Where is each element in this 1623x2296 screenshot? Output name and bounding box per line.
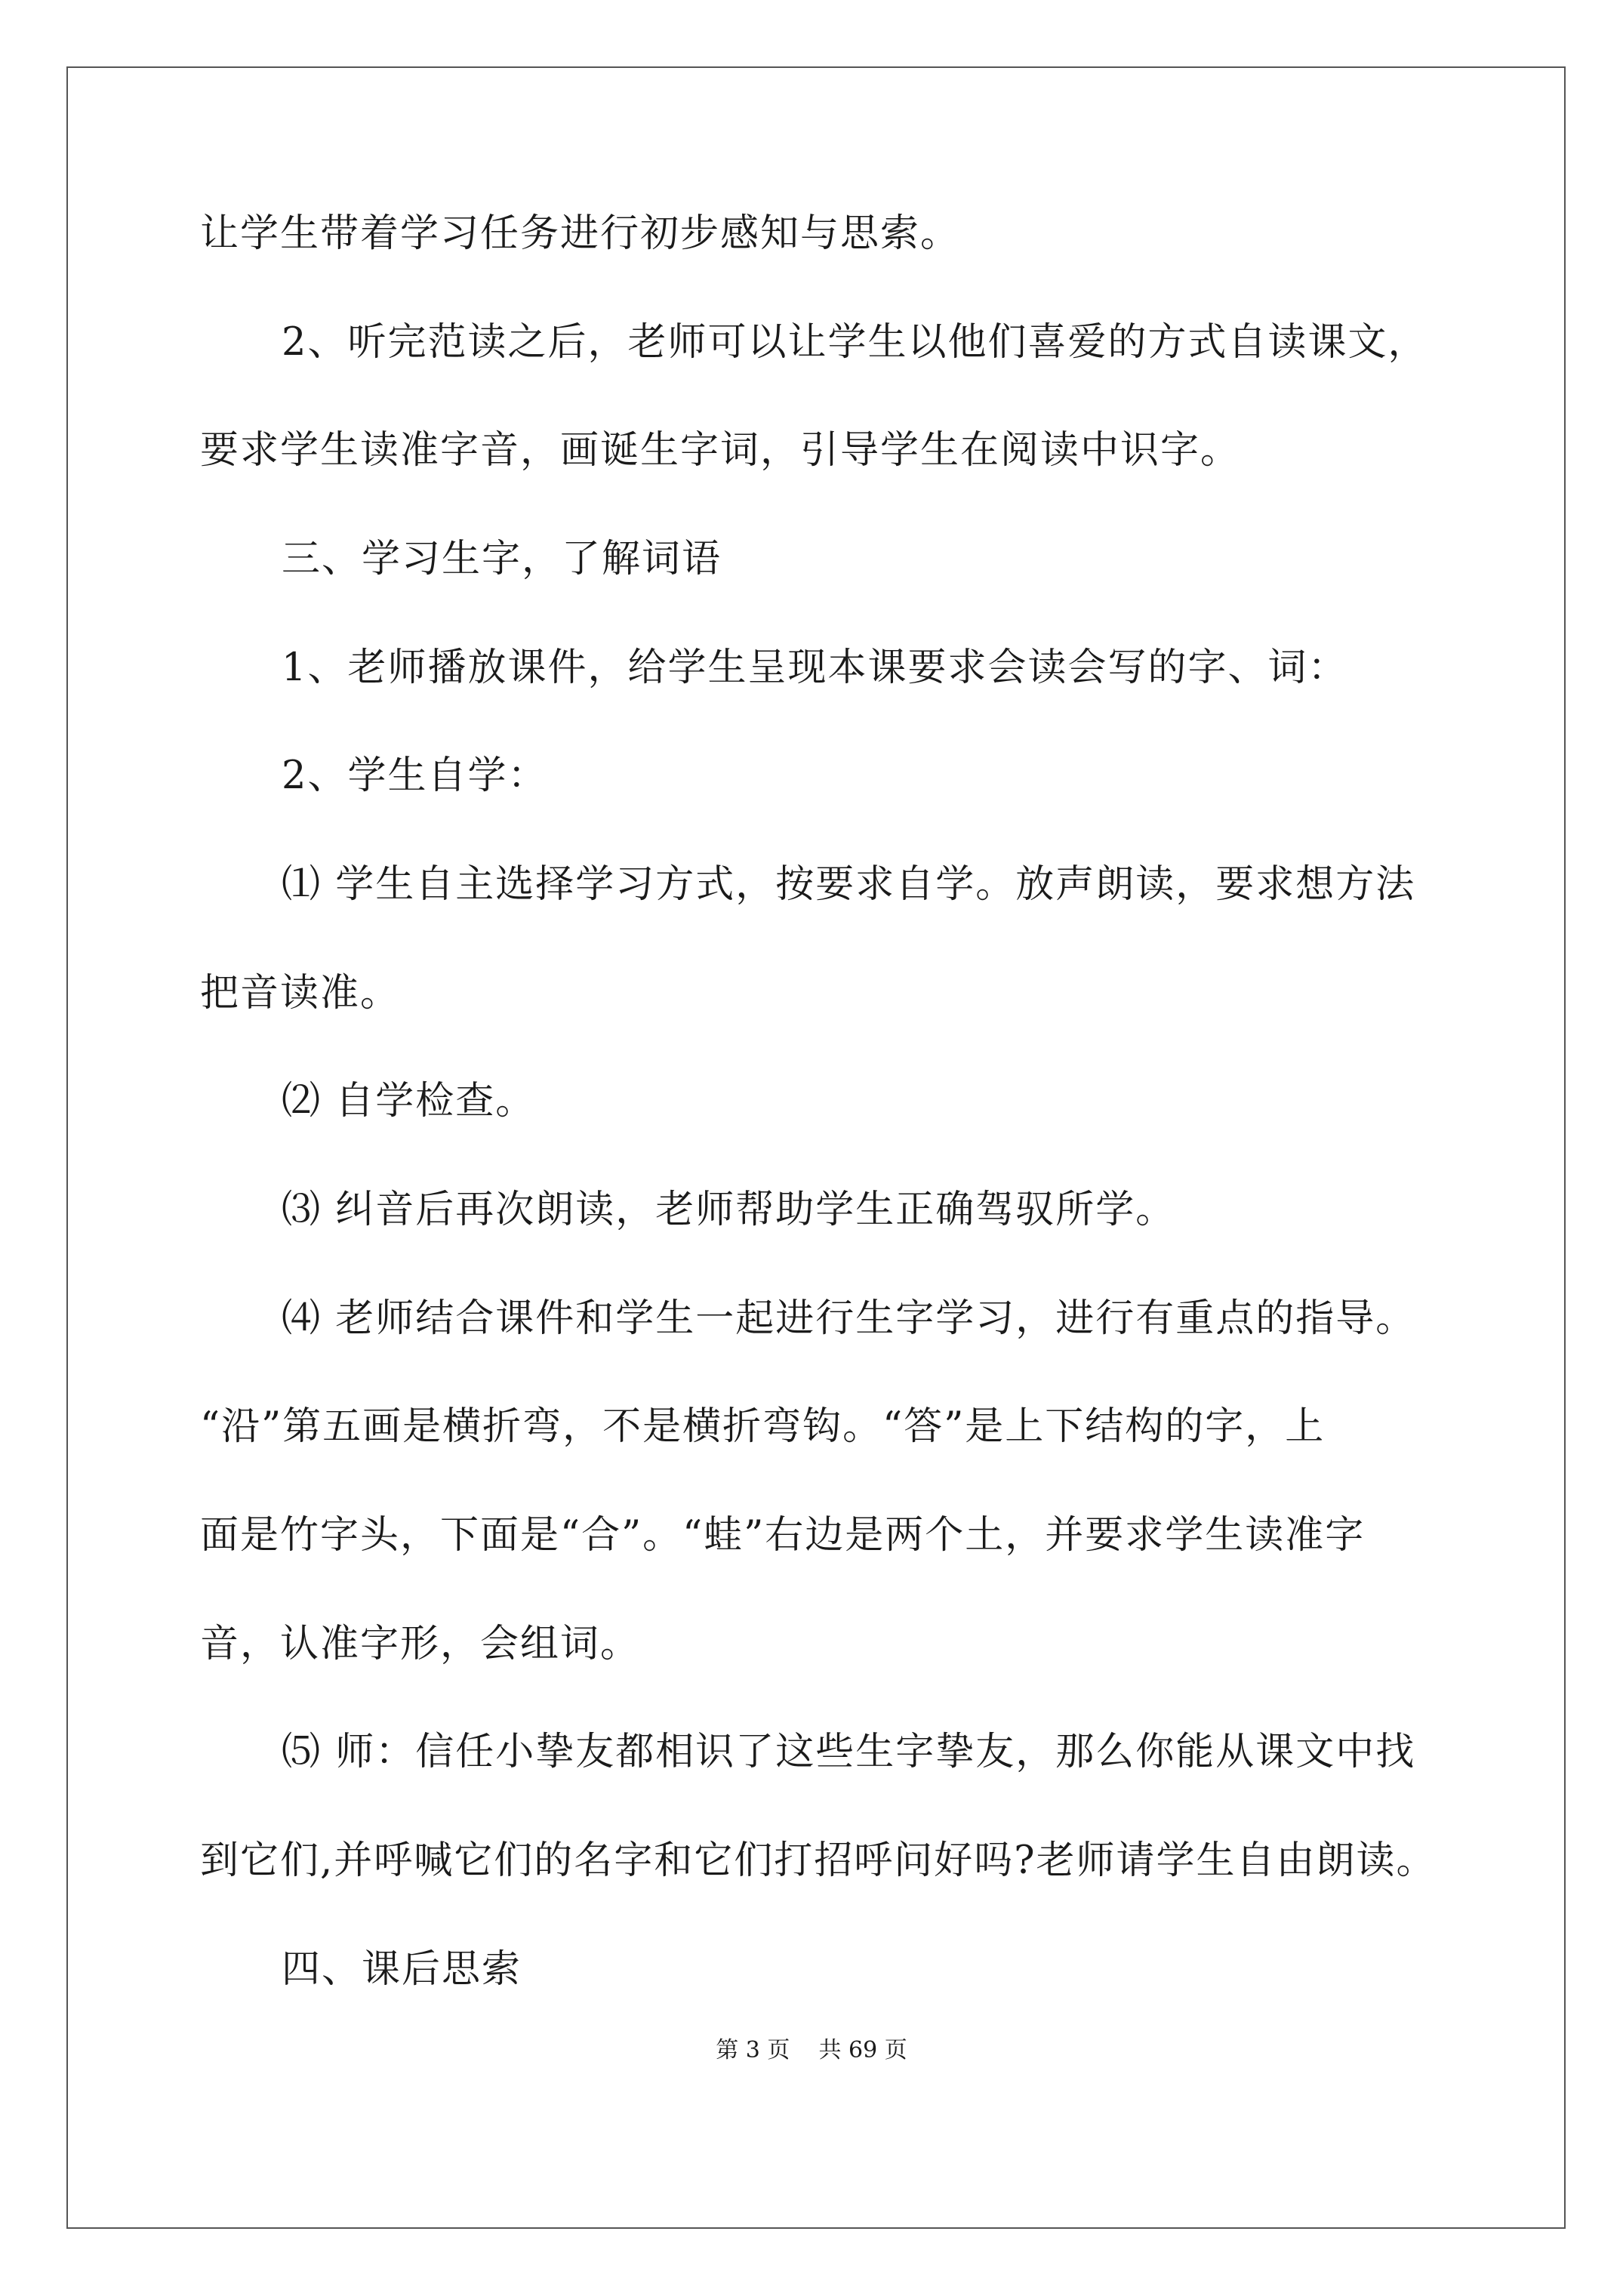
text-line: 1、老师播放课件，给学生呈现本课要求会读会写的字、词： (282, 646, 1348, 690)
text-line: 要求学生读准字音，画诞生字词，引导学生在阅读中识字。 (200, 428, 1241, 473)
text-line: 2、听完范读之后，老师可以让学生以他们喜爱的方式自读课文， (282, 320, 1428, 365)
text-line: 面是竹字头，下面是“合”。“蛙”右边是两个土，并要求学生读准字 (200, 1513, 1366, 1558)
text-line: 音，认准字形，会组词。 (200, 1622, 641, 1666)
text-line: 四、课后思索 (282, 1947, 522, 1992)
text-line: ⑷ 老师结合课件和学生一起进行生字学习，进行有重点的指导。 (282, 1296, 1416, 1341)
page-number-footer: 第 3 页 共 69 页 (716, 2037, 907, 2063)
text-line: “沿”第五画是横折弯，不是横折弯钩。“答”是上下结构的字，上 (200, 1404, 1326, 1449)
page-border (66, 66, 1566, 2229)
text-line: 让学生带着学习任务进行初步感知与思索。 (200, 211, 961, 256)
text-line: ⑶ 纠音后再次朗读，老师帮助学生正确驾驭所学。 (282, 1188, 1176, 1232)
text-line: 2、学生自学： (282, 754, 548, 798)
text-line: 把音读准。 (200, 971, 401, 1015)
text-line: ⑸ 师：信任小挚友都相识了这些生字挚友，那么你能从课文中找 (282, 1730, 1416, 1774)
text-line: ⑴ 学生自主选择学习方式，按要求自学。放声朗读，要求想方法 (282, 862, 1416, 907)
text-line: ⑵ 自学检查。 (282, 1079, 536, 1123)
text-line: 三、学习生字，了解词语 (282, 537, 722, 581)
text-line: 到它们,并呼喊它们的名字和它们打招呼问好吗?老师请学生自由朗读。 (200, 1838, 1437, 1883)
